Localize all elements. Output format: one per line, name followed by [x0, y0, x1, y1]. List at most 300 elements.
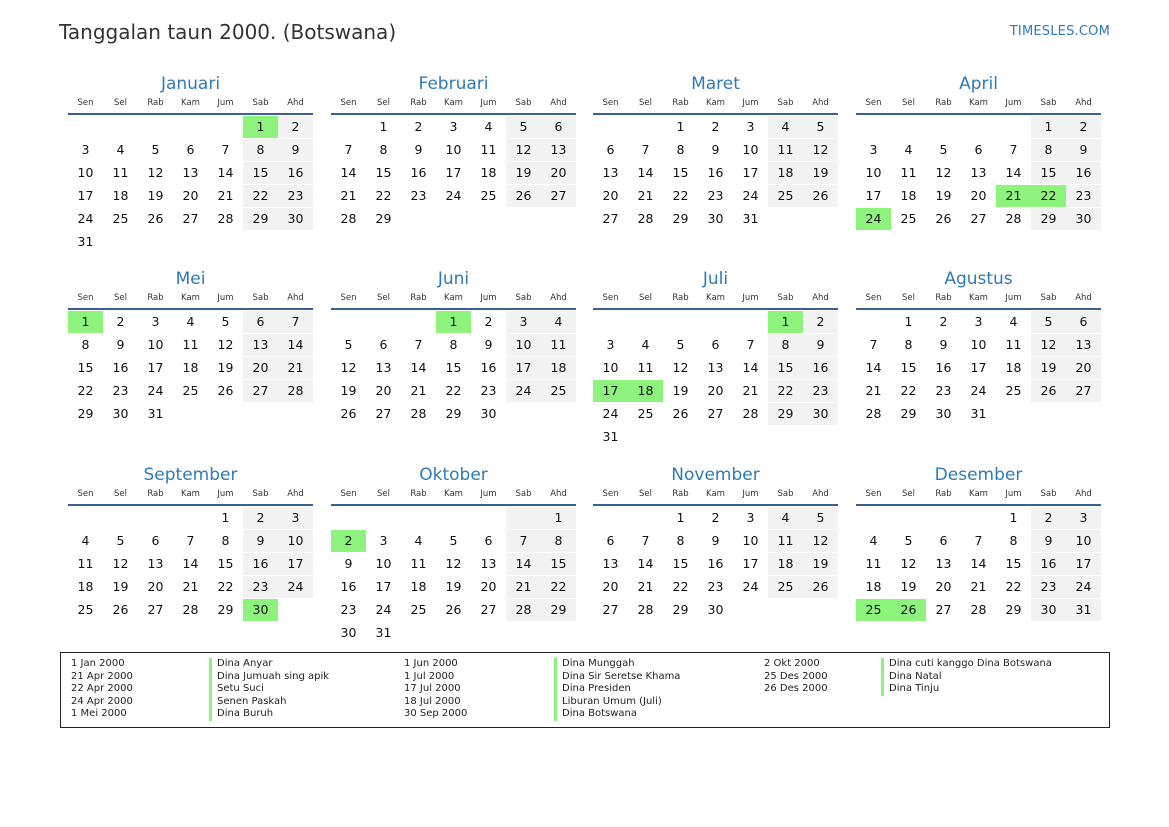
day-cell: 26	[147, 211, 164, 226]
month-januari	[68, 72, 313, 253]
day-cell: 12	[217, 337, 234, 352]
day-cell: 1	[676, 119, 685, 134]
day-cell: 14	[340, 165, 357, 180]
day-cell: 18	[541, 357, 576, 379]
week-row	[856, 357, 1101, 379]
weekday-label: Kam	[706, 98, 725, 108]
day-cell: 27	[541, 185, 576, 207]
day-cell: 12	[340, 360, 357, 375]
weekday-label: Ahd	[287, 489, 304, 499]
day-cell: 10	[278, 530, 313, 552]
day-cell: 8	[541, 530, 576, 552]
day-cell: 28	[410, 406, 427, 421]
day-cell: 31	[970, 406, 987, 421]
day-cell: 9	[414, 142, 423, 157]
empty-day-cell	[733, 599, 768, 621]
week-row	[331, 116, 576, 138]
day-cell: 24	[506, 380, 541, 402]
empty-day-cell	[593, 507, 628, 529]
day-cell: 2	[414, 119, 423, 134]
weekday-label: Sel	[902, 293, 915, 303]
weekday-header	[856, 487, 1101, 506]
empty-day-cell	[768, 208, 803, 230]
empty-day-cell	[996, 403, 1031, 425]
day-cell: 5	[116, 533, 125, 548]
day-cell: 27	[602, 602, 619, 617]
day-cell: 17	[1066, 553, 1101, 575]
weekday-label: Rab	[410, 98, 427, 108]
week-row	[68, 311, 313, 333]
day-cell: 14	[970, 556, 987, 571]
weekday-label: Sen	[340, 98, 357, 108]
day-cell: 19	[112, 579, 129, 594]
day-cell: 25	[480, 188, 497, 203]
weekday-label: Ahd	[550, 293, 567, 303]
day-cell: 23	[278, 185, 313, 207]
day-cell: 16	[278, 162, 313, 184]
day-cell: 28	[970, 602, 987, 617]
day-cell: 16	[480, 360, 497, 375]
day-cell: 24	[375, 602, 392, 617]
week-row	[856, 334, 1101, 356]
empty-day-cell	[628, 311, 663, 333]
day-cell: 17	[506, 357, 541, 379]
day-cell: 20	[707, 383, 724, 398]
day-cell: 15	[672, 556, 689, 571]
page-title: Tanggalan taun 2000. (Botswana)	[59, 20, 397, 44]
holiday-day-cell: 30	[243, 599, 278, 621]
day-cell: 28	[637, 211, 654, 226]
month-name: Mei	[175, 269, 206, 289]
day-cell: 4	[768, 116, 803, 138]
empty-day-cell	[103, 116, 138, 138]
month-name: April	[959, 74, 998, 94]
holiday-day-cell: 18	[628, 380, 663, 402]
empty-day-cell	[401, 208, 436, 230]
day-cell: 1	[541, 507, 576, 529]
empty-day-cell	[103, 507, 138, 529]
site-link[interactable]: TIMESLES.COM	[1009, 24, 1110, 39]
day-cell: 4	[541, 311, 576, 333]
day-cell: 15	[900, 360, 917, 375]
legend-holiday-name: Liburan Umum (Juli)	[554, 696, 680, 709]
empty-day-cell	[173, 403, 208, 425]
day-cell: 14	[217, 165, 234, 180]
week-row	[593, 334, 838, 356]
holiday-day-cell: 17	[593, 380, 628, 402]
weekday-label: Sab	[777, 293, 794, 303]
weekday-label: Sab	[515, 489, 532, 499]
weekday-label: Ahd	[1075, 489, 1092, 499]
weekday-label: Rab	[147, 489, 164, 499]
legend-date: 30 Sep 2000	[404, 708, 468, 720]
weekday-header	[593, 487, 838, 506]
day-cell: 24	[1066, 576, 1101, 598]
week-row	[856, 403, 1101, 425]
day-cell: 4	[81, 533, 90, 548]
day-cell: 17	[865, 188, 882, 203]
legend-names-col-1	[209, 658, 329, 721]
day-cell: 30	[707, 211, 724, 226]
day-cell: 22	[77, 383, 94, 398]
week-row	[593, 380, 838, 402]
day-cell: 10	[147, 337, 164, 352]
week-row	[331, 599, 576, 621]
day-cell: 5	[1031, 311, 1066, 333]
day-cell: 3	[606, 337, 615, 352]
day-cell: 17	[375, 579, 392, 594]
day-cell: 27	[243, 380, 278, 402]
day-cell: 24	[278, 576, 313, 598]
day-cell: 18	[182, 360, 199, 375]
empty-day-cell	[541, 403, 576, 425]
month-desember	[856, 463, 1101, 621]
day-cell: 9	[344, 556, 353, 571]
weekday-header	[856, 291, 1101, 310]
weekday-label: Jum	[217, 489, 234, 499]
day-cell: 16	[410, 165, 427, 180]
day-cell: 22	[672, 579, 689, 594]
day-cell: 16	[243, 553, 278, 575]
empty-day-cell	[471, 208, 506, 230]
month-name: Maret	[691, 74, 740, 94]
day-cell: 3	[151, 314, 160, 329]
day-cell: 28	[1005, 211, 1022, 226]
legend-date: 26 Des 2000	[764, 683, 828, 695]
day-cell: 20	[243, 357, 278, 379]
day-cell: 13	[375, 360, 392, 375]
day-cell: 22	[768, 380, 803, 402]
week-row	[68, 530, 313, 552]
day-cell: 19	[900, 579, 917, 594]
day-cell: 25	[1005, 383, 1022, 398]
day-cell: 4	[1009, 314, 1018, 329]
empty-day-cell	[856, 507, 891, 529]
holiday-day-cell: 26	[891, 599, 926, 621]
week-row	[593, 403, 838, 425]
week-row	[331, 139, 576, 161]
day-cell: 30	[480, 406, 497, 421]
day-cell: 4	[484, 119, 493, 134]
holiday-day-cell: 1	[768, 311, 803, 333]
month-name: Januari	[160, 74, 221, 94]
day-cell: 22	[445, 383, 462, 398]
day-cell: 11	[900, 165, 917, 180]
day-cell: 19	[217, 360, 234, 375]
empty-day-cell	[891, 507, 926, 529]
day-cell: 20	[147, 579, 164, 594]
week-row	[68, 576, 313, 598]
weekday-label: Rab	[672, 293, 689, 303]
month-name: Juli	[702, 269, 729, 289]
empty-day-cell	[961, 116, 996, 138]
day-cell: 21	[506, 576, 541, 598]
day-cell: 25	[77, 602, 94, 617]
day-cell: 5	[904, 533, 913, 548]
day-cell: 11	[865, 556, 882, 571]
weekday-label: Rab	[410, 293, 427, 303]
day-cell: 19	[340, 383, 357, 398]
day-cell: 30	[935, 406, 952, 421]
day-cell: 8	[768, 334, 803, 356]
day-cell: 3	[506, 311, 541, 333]
day-cell: 6	[606, 533, 615, 548]
day-cell: 10	[77, 165, 94, 180]
day-cell: 6	[151, 533, 160, 548]
empty-day-cell	[331, 311, 366, 333]
weekday-label: Sen	[865, 98, 882, 108]
day-cell: 21	[340, 188, 357, 203]
month-maret	[593, 72, 838, 230]
day-cell: 27	[970, 211, 987, 226]
day-cell: 30	[1066, 208, 1101, 230]
legend-holiday-name: Dina Tinju	[881, 683, 1052, 696]
empty-day-cell	[436, 208, 471, 230]
day-cell: 11	[410, 556, 427, 571]
weekday-label: Jum	[742, 293, 759, 303]
day-cell: 26	[1031, 380, 1066, 402]
day-cell: 8	[449, 337, 458, 352]
weekday-label: Ahd	[812, 489, 829, 499]
day-cell: 11	[541, 334, 576, 356]
legend-holiday-name: Dina Munggah	[554, 658, 680, 671]
legend-holiday-name: Setu Suci	[209, 683, 329, 696]
day-cell: 30	[707, 602, 724, 617]
day-cell: 9	[1031, 530, 1066, 552]
day-cell: 11	[112, 165, 129, 180]
day-cell: 11	[768, 530, 803, 552]
weekday-label: Jum	[217, 98, 234, 108]
empty-day-cell	[961, 507, 996, 529]
month-name: September	[143, 465, 238, 485]
week-row	[593, 311, 838, 333]
week-row	[856, 208, 1101, 230]
day-cell: 5	[449, 533, 458, 548]
day-cell: 20	[541, 162, 576, 184]
day-cell: 22	[541, 576, 576, 598]
day-cell: 28	[217, 211, 234, 226]
day-cell: 25	[182, 383, 199, 398]
day-cell: 18	[768, 162, 803, 184]
day-cell: 12	[672, 360, 689, 375]
day-cell: 29	[1005, 602, 1022, 617]
day-cell: 2	[939, 314, 948, 329]
empty-day-cell	[436, 507, 471, 529]
day-cell: 22	[1005, 579, 1022, 594]
day-cell: 17	[278, 553, 313, 575]
day-cell: 9	[711, 142, 720, 157]
day-cell: 6	[243, 311, 278, 333]
day-cell: 12	[803, 530, 838, 552]
day-cell: 13	[147, 556, 164, 571]
day-cell: 6	[939, 533, 948, 548]
day-cell: 29	[375, 211, 392, 226]
day-cell: 10	[445, 142, 462, 157]
empty-day-cell	[401, 507, 436, 529]
day-cell: 21	[637, 188, 654, 203]
empty-day-cell	[768, 426, 803, 448]
day-cell: 26	[340, 406, 357, 421]
weekday-label: Ahd	[287, 293, 304, 303]
legend-date: 1 Jan 2000	[71, 658, 125, 669]
day-cell: 6	[541, 116, 576, 138]
day-cell: 29	[243, 208, 278, 230]
empty-day-cell	[243, 231, 278, 253]
day-cell: 20	[970, 188, 987, 203]
weekday-header	[331, 96, 576, 115]
day-cell: 14	[742, 360, 759, 375]
weekday-label: Sel	[902, 98, 915, 108]
day-cell: 18	[768, 553, 803, 575]
weekday-label: Sab	[1040, 489, 1057, 499]
day-cell: 8	[243, 139, 278, 161]
week-row	[593, 507, 838, 529]
legend-date: 2 Okt 2000	[764, 658, 820, 669]
weekday-label: Ahd	[287, 98, 304, 108]
day-cell: 23	[243, 576, 278, 598]
empty-day-cell	[331, 507, 366, 529]
week-row	[331, 185, 576, 207]
day-cell: 22	[217, 579, 234, 594]
day-cell: 9	[243, 530, 278, 552]
week-row	[331, 334, 576, 356]
day-cell: 21	[970, 579, 987, 594]
month-name: Desember	[934, 465, 1023, 485]
month-november	[593, 463, 838, 621]
day-cell: 7	[186, 533, 195, 548]
weekday-label: Rab	[672, 489, 689, 499]
weekday-label: Sel	[639, 489, 652, 499]
week-row	[593, 357, 838, 379]
weekday-label: Jum	[480, 293, 497, 303]
day-cell: 4	[768, 507, 803, 529]
weekday-label: Sel	[902, 489, 915, 499]
week-row	[331, 208, 576, 230]
day-cell: 22	[900, 383, 917, 398]
weekday-label: Jum	[480, 489, 497, 499]
day-cell: 4	[641, 337, 650, 352]
day-cell: 13	[541, 139, 576, 161]
weekday-header	[593, 291, 838, 310]
day-cell: 31	[1066, 599, 1101, 621]
weekday-label: Sel	[639, 98, 652, 108]
day-cell: 9	[939, 337, 948, 352]
week-row	[68, 162, 313, 184]
day-cell: 30	[1031, 599, 1066, 621]
day-cell: 27	[147, 602, 164, 617]
week-row	[68, 116, 313, 138]
holiday-legend	[60, 652, 1110, 728]
month-mei	[68, 267, 313, 425]
day-cell: 25	[900, 211, 917, 226]
empty-day-cell	[1031, 403, 1066, 425]
day-cell: 1	[676, 510, 685, 525]
day-cell: 24	[742, 188, 759, 203]
day-cell: 1	[221, 510, 230, 525]
weekday-label: Rab	[935, 98, 952, 108]
weekday-label: Sen	[340, 489, 357, 499]
month-name: Oktober	[419, 465, 488, 485]
day-cell: 26	[803, 576, 838, 598]
day-cell: 15	[445, 360, 462, 375]
day-cell: 16	[935, 360, 952, 375]
weekday-label: Sab	[515, 98, 532, 108]
month-name: Februari	[418, 74, 489, 94]
week-row	[593, 208, 838, 230]
day-cell: 29	[672, 602, 689, 617]
weekday-label: Ahd	[550, 489, 567, 499]
day-cell: 9	[711, 533, 720, 548]
day-cell: 12	[1031, 334, 1066, 356]
day-cell: 8	[379, 142, 388, 157]
day-cell: 6	[974, 142, 983, 157]
day-cell: 20	[1066, 357, 1101, 379]
day-cell: 23	[707, 579, 724, 594]
day-cell: 14	[637, 165, 654, 180]
day-cell: 13	[480, 556, 497, 571]
day-cell: 24	[742, 579, 759, 594]
day-cell: 17	[742, 556, 759, 571]
day-cell: 3	[81, 142, 90, 157]
day-cell: 9	[803, 334, 838, 356]
day-cell: 4	[116, 142, 125, 157]
empty-day-cell	[138, 231, 173, 253]
day-cell: 7	[869, 337, 878, 352]
legend-holiday-name: Senen Paskah	[209, 696, 329, 709]
day-cell: 11	[768, 139, 803, 161]
day-cell: 7	[221, 142, 230, 157]
weekday-label: Sab	[777, 98, 794, 108]
legend-date: 1 Jun 2000	[404, 658, 458, 669]
day-cell: 21	[865, 383, 882, 398]
day-cell: 31	[742, 211, 759, 226]
day-cell: 9	[116, 337, 125, 352]
weekday-label: Sen	[77, 489, 94, 499]
day-cell: 4	[904, 142, 913, 157]
week-row	[331, 507, 576, 529]
day-cell: 17	[147, 360, 164, 375]
legend-date: 25 Des 2000	[764, 670, 828, 682]
day-cell: 5	[506, 116, 541, 138]
day-cell: 11	[637, 360, 654, 375]
day-cell: 29	[1031, 208, 1066, 230]
weekday-header	[593, 96, 838, 115]
day-cell: 3	[449, 119, 458, 134]
day-cell: 30	[803, 403, 838, 425]
holiday-day-cell: 2	[331, 530, 366, 552]
day-cell: 15	[243, 162, 278, 184]
empty-day-cell	[593, 116, 628, 138]
week-row	[331, 530, 576, 552]
week-row	[68, 208, 313, 230]
legend-date: 18 Jul 2000	[404, 695, 461, 707]
day-cell: 16	[1066, 162, 1101, 184]
day-cell: 5	[803, 507, 838, 529]
weekday-label: Sen	[602, 98, 619, 108]
day-cell: 7	[974, 533, 983, 548]
legend-holiday-name: Dina Sir Seretse Khama	[554, 671, 680, 684]
day-cell: 2	[278, 116, 313, 138]
day-cell: 23	[340, 602, 357, 617]
week-row	[331, 622, 576, 644]
week-row	[856, 507, 1101, 529]
day-cell: 30	[278, 208, 313, 230]
week-row	[856, 116, 1101, 138]
day-cell: 26	[935, 211, 952, 226]
holiday-day-cell: 24	[856, 208, 891, 230]
day-cell: 7	[278, 311, 313, 333]
week-row	[856, 553, 1101, 575]
